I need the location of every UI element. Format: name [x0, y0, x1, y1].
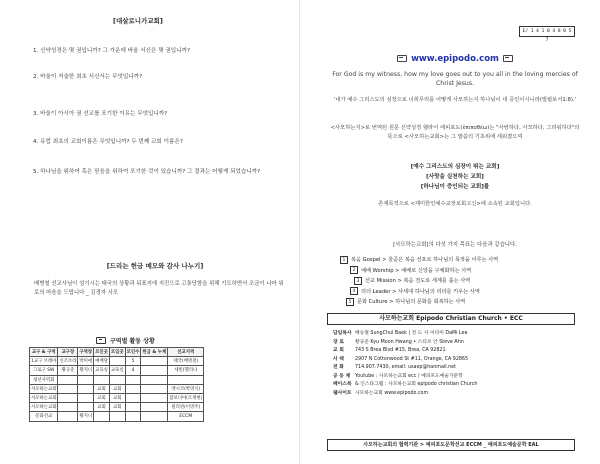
table-cell — [141, 375, 168, 384]
table-cell: 멕시코(박영식) — [168, 384, 204, 393]
table-cell — [58, 393, 78, 402]
contact-row: 장 로 황규준 Kyu Moon Hwang • 스티브 안 Steve Ahn — [333, 339, 464, 345]
table-cell: 교회 — [109, 393, 125, 402]
table-cell: 4 — [125, 366, 141, 375]
list-item: 5 문화 Culture > 하나님의 문화를 회복하는 사역 — [340, 297, 590, 308]
table-cell — [94, 375, 110, 384]
table-cell — [168, 375, 204, 384]
table-cell — [141, 384, 168, 393]
table-cell: 교회 — [109, 403, 125, 412]
mission-line: 존재목적으로 <재미한인예수교장로회고신>에 소속된 교회입니다. — [378, 201, 532, 207]
table-header: 교구 & 구역 — [30, 348, 58, 357]
table-cell: 5 — [125, 357, 141, 366]
table-row — [30, 375, 204, 384]
church-name-banner: 사모하는교회 Epipodo Christian Church • ECC — [327, 313, 575, 325]
epipodo-explanation: <사모하는지>로 번역된 원문 신약성경 헬라어 에피포도(ἐπιποθέω)는 "사랑하다, 사모하다, 그리워하다"의 뜻으로 <사모하는교회>는 그 말씀의 기초위에 세워졌으며 — [330, 125, 580, 140]
ministry-title — [96, 336, 155, 345]
table-cell — [109, 375, 125, 384]
table-cell — [125, 412, 141, 421]
table-header: 교구장 — [58, 348, 78, 357]
table-cell: 황규준 — [58, 366, 78, 375]
table-row — [30, 403, 204, 412]
goal-text: 복음 Gospel > 울곧은 복음 선포로 하나님의 목적을 이루는 사역 — [351, 257, 499, 263]
table-cell — [58, 403, 78, 412]
table-cell — [125, 375, 141, 384]
five-goals-list — [340, 255, 590, 308]
website-url[interactable]: www.epipodo.com — [411, 54, 499, 64]
table-cell — [58, 412, 78, 421]
hand-pointer-icon — [503, 55, 513, 62]
question-4: 4. 유럽 최초의 교회이름은 무엇입니까? 두 번째 교회 이름은? — [33, 139, 183, 145]
table-cell — [141, 403, 168, 412]
table-row — [30, 412, 204, 421]
table-row — [30, 393, 204, 402]
table-cell — [141, 366, 168, 375]
table-header: 헌금 & 누계 — [141, 348, 168, 357]
goal-text: 선교 Mission > 복음 전도로 세계를 품는 사역 — [365, 278, 471, 284]
table-cell: ECCM — [168, 412, 204, 421]
table-cell: 박미애 — [78, 357, 94, 366]
goal-text: 예배 Worship > 예배로 신앙을 구체화하는 사역 — [361, 267, 472, 274]
hand-pointer-icon — [397, 55, 407, 62]
table-cell — [78, 375, 94, 384]
contact-row: 교 회 743 S Brea Blvd #15, Brea, CA 92821 — [333, 348, 446, 353]
ministry-title-text: 구역별 활동 상황 — [110, 338, 155, 345]
table-cell: 태국(배병철) — [168, 357, 204, 366]
table-cell: 필리핀(이영주) — [168, 403, 204, 412]
table-cell: 사모하는교회 — [30, 393, 58, 402]
contact-row: 전 화 714.907.7430, email: usaep@hanmail.net — [333, 365, 456, 370]
contact-row: 사 택 2907 N Cottonwood St #11, Orange, CA 92865 — [333, 356, 469, 362]
church-motto-1: [예수 그리스도의 심장이 뛰는 교회] — [410, 164, 500, 170]
question-3: 3. 바울이 아시아 권 선교를 포기한 이유는 무엇입니까? — [33, 111, 168, 117]
table-row — [30, 384, 204, 393]
church-motto-3: [하나님이 증인되는 교회]를 — [420, 184, 490, 190]
website-heading — [330, 54, 580, 64]
table-row — [30, 366, 204, 375]
table-cell: 사모하는교회 — [30, 384, 58, 393]
table-cell — [78, 384, 94, 393]
table-header: 모임곳 — [109, 348, 125, 357]
table-cell — [58, 384, 78, 393]
table-header: 모인곳 — [94, 348, 110, 357]
question-1: 1. 신약성경은 몇 권입니까? 그 가운데 바울 서신은 몇 권입니까? — [33, 48, 190, 54]
table-row — [30, 357, 204, 366]
table-cell: 1교구 브레아 — [30, 357, 58, 366]
list-item: 1 복음 Gospel > 울곧은 복음 선포로 하나님의 목적을 이루는 사역 — [340, 255, 590, 266]
contact-row: 담임목사 배승철 SungChul Baek | 전 도 사 이다미 DaMi Lee — [333, 331, 468, 336]
table-header: 모인수 — [125, 348, 141, 357]
list-item: 3 선교 Mission > 복음 전도로 세계를 품는 사역 — [340, 276, 590, 287]
table-cell: 세빈(헬리나 — [168, 366, 204, 375]
church-motto-2: [사랑을 실천하는 교회] — [426, 174, 484, 180]
list-item: 2 예배 Worship > 예배로 신앙을 구체화하는 사역 — [340, 266, 590, 277]
table-cell: 교육실 — [94, 366, 110, 375]
memo-text: 배병철 선교사님이 섬기시는 태국의 상황과 뒤표지에 지진으로 고통당함을 위해 기도하면서 조금이 나마 위로의 마음을 드립니다 _ 김경자 사모 — [34, 281, 284, 296]
table-cell: 문화선교 — [30, 412, 58, 421]
table-cell: 교회 — [94, 384, 110, 393]
hand-pointer-icon — [96, 337, 106, 344]
table-cell: 교육실 — [109, 366, 125, 375]
table-cell — [125, 384, 141, 393]
goal-text: 문화 Culture > 하나님의 문화를 회복하는 사역 — [357, 299, 466, 305]
table-cell: 청년사역회 — [30, 375, 58, 384]
table-cell: 사모하는교회 — [30, 403, 58, 412]
table-cell — [78, 393, 94, 402]
section-title: [대살로니가교회] — [113, 17, 163, 25]
table-cell — [109, 357, 125, 366]
five-goals-intro: [사모하는교회]의 다섯 가지 목표는 다음과 같습니다. — [393, 242, 517, 248]
question-5: 5. 하나님을 위하여 혹은 믿음을 위하여 포기한 것이 있습니까? 그 결과는 어떻게 되었습니까? — [33, 169, 261, 175]
table-cell: 교회 — [109, 384, 125, 393]
table-header-row — [30, 348, 204, 357]
table-cell — [141, 412, 168, 421]
bulletin-tag: E/ 1 4 1 0 4 8 0 5 7 — [519, 26, 575, 37]
table-cell: 황지니 — [78, 366, 94, 375]
contact-row: 공 동 체 Youtube : 사모하는교회 ecc / 예피포도예술가문학 — [333, 373, 463, 379]
table-cell — [125, 393, 141, 402]
contact-row: 페이스북 & 인스타그램 : 사모하는교회 epipodo christian Church — [333, 382, 478, 387]
table-cell: 그로구 SW — [30, 366, 58, 375]
table-cell: 교회 — [94, 403, 110, 412]
question-2: 2. 바울이 저술한 최초 서신서는 무엇입니까? — [33, 74, 143, 80]
table-cell — [141, 357, 168, 366]
table-cell: 신조브라 — [58, 357, 78, 366]
contact-row: 웹사이트 사모하는교회 www.epipodo.com — [333, 390, 429, 396]
memo-title: [드리는 헌금 메모와 감사 나누기] — [106, 262, 204, 270]
table-cell: 예배당 — [94, 357, 110, 366]
ministry-table — [29, 347, 204, 422]
table-cell: 교회 — [94, 393, 110, 402]
table-cell — [94, 412, 110, 421]
table-cell: 황지니 — [78, 412, 94, 421]
table-cell — [78, 403, 94, 412]
english-verse: For God is my witness, how my love goes out to you all in the loving mercies of Christ Jesus. — [332, 71, 578, 87]
table-cell — [58, 375, 78, 384]
table-cell: 캄보디아(조재현) — [168, 393, 204, 402]
list-item: 4 리더 Leader > 사세대 하나님의 리더를 키우는 사역 — [340, 287, 590, 298]
korean-verse: '내가 예수 그리스도의 심장으로 너희무리를 어떻게 사모하는지 하나님이 내 증인이시니라(빌립보서1:8).' — [333, 97, 577, 103]
table-cell — [109, 412, 125, 421]
contact-info — [333, 330, 583, 398]
table-cell — [141, 393, 168, 402]
table-cell — [125, 403, 141, 412]
partner-organizations-banner: 사모하는교회의 협력기관 > 예피포도문학선교 ECCM _ 예피포도예술문학 EAL — [327, 439, 575, 451]
table-header: 구역장 — [78, 348, 94, 357]
goal-text: 리더 Leader > 사세대 하나님의 리더를 키우는 사역 — [361, 288, 480, 295]
table-header: 선교지역 — [168, 348, 204, 357]
